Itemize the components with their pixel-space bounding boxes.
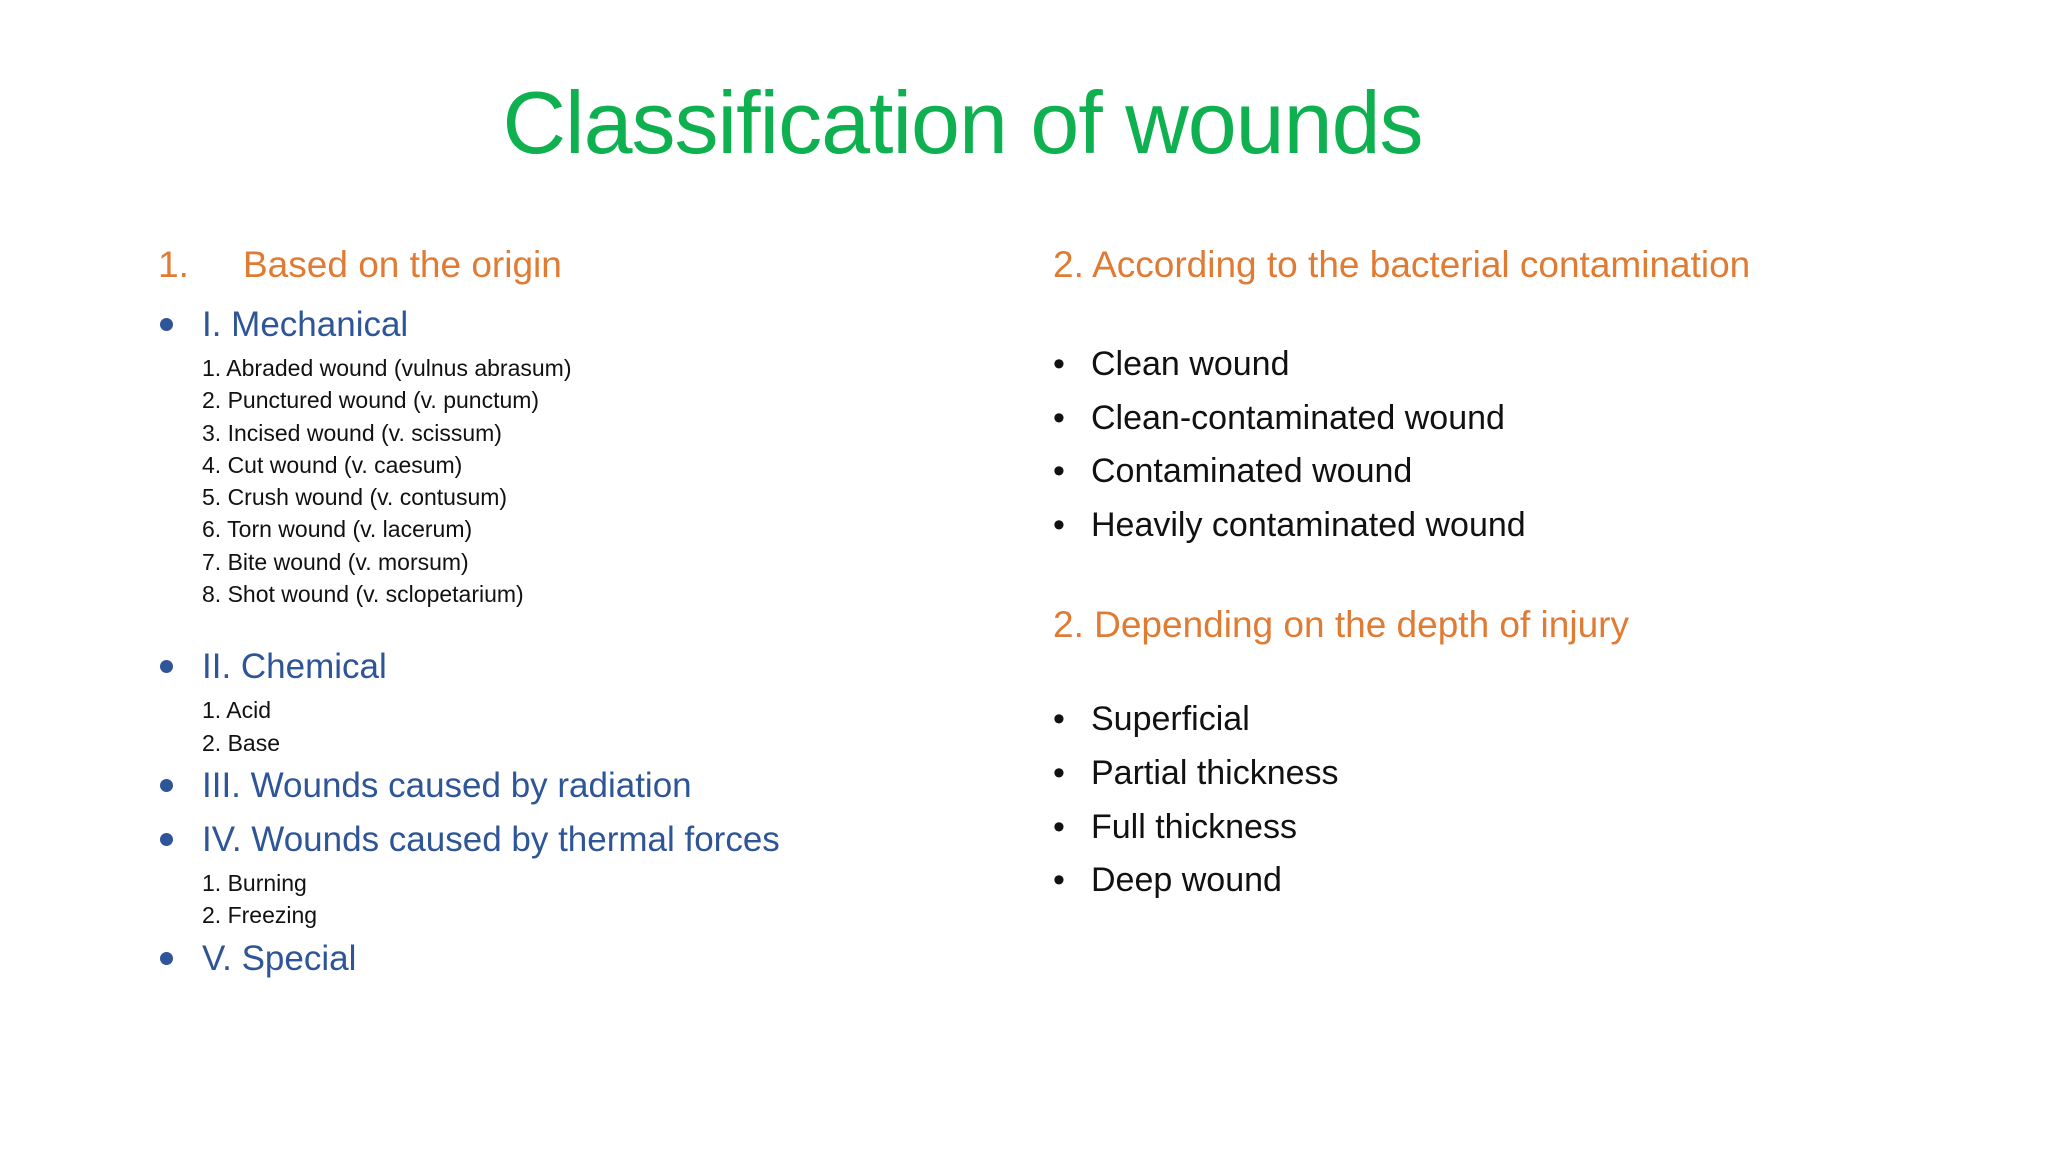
bullet-icon: • <box>1053 398 1065 437</box>
depth-heading: 2. Depending on the depth of injury <box>1053 604 1629 646</box>
list-item-label: Clean-contaminated wound <box>1091 398 1505 437</box>
list-item: 2. Punctured wound (v. punctum) <box>202 387 540 414</box>
bullet-dot-icon <box>160 952 173 965</box>
list-item-label: Deep wound <box>1091 861 1282 900</box>
category-thermal <box>158 813 978 867</box>
contamination-heading: 2. According to the bacterial contamination <box>1053 244 1751 285</box>
bullet-dot-icon <box>160 318 173 331</box>
spacer <box>1053 298 1973 338</box>
list-item: 4. Cut wound (v. caesum) <box>202 451 463 478</box>
category-mechanical <box>158 298 978 352</box>
list-item <box>1053 392 1973 446</box>
list-item-label: Partial thickness <box>1091 753 1339 792</box>
list-item: 6. Torn wound (v. lacerum) <box>202 516 473 543</box>
list-item-label: Full thickness <box>1091 807 1297 846</box>
category-label: V. Special <box>202 938 357 978</box>
origin-column <box>158 232 978 986</box>
list-item: 7. Bite wound (v. morsum) <box>202 548 469 575</box>
list-item: 2. Freezing <box>202 902 318 929</box>
origin-heading-number: 1. <box>158 244 189 285</box>
origin-heading <box>158 232 978 298</box>
spacer <box>158 610 978 640</box>
list-item <box>1053 499 1973 553</box>
list-item: 3. Incised wound (v. scissum) <box>202 419 502 446</box>
list-item <box>1053 693 1973 747</box>
list-item <box>1053 338 1973 392</box>
bullet-icon: • <box>1053 807 1065 846</box>
category-label: III. Wounds caused by radiation <box>202 765 692 805</box>
list-item: 1. Burning <box>202 869 307 896</box>
list-item: 1. Abraded wound (vulnus abrasum) <box>202 355 572 381</box>
list-item <box>1053 854 1973 908</box>
list-item-label: Clean wound <box>1091 345 1290 383</box>
spacer <box>1053 658 1973 693</box>
category-label: I. Mechanical <box>202 305 409 344</box>
list-item <box>1053 801 1973 855</box>
bullet-icon: • <box>1053 452 1065 491</box>
bullet-icon: • <box>1053 505 1065 544</box>
list-item: 8. Shot wound (v. sclopetarium) <box>202 581 524 608</box>
list-item <box>1053 445 1973 499</box>
bullet-icon: • <box>1053 345 1065 383</box>
bullet-dot-icon <box>160 660 173 673</box>
slide-title: Classification of wounds <box>502 73 1423 172</box>
category-radiation <box>158 759 978 813</box>
category-chemical <box>158 640 978 694</box>
bullet-dot-icon <box>160 833 173 846</box>
category-special <box>158 932 978 986</box>
category-label: IV. Wounds caused by thermal forces <box>202 819 780 859</box>
list-item: 2. Base <box>202 729 280 756</box>
bullet-icon: • <box>1053 753 1065 792</box>
origin-heading-text: Based on the origin <box>243 244 562 285</box>
bullet-dot-icon <box>160 779 173 792</box>
list-item: 1. Acid <box>202 697 272 724</box>
classification-column <box>1053 232 1973 908</box>
list-item-label: Heavily contaminated wound <box>1091 505 1526 544</box>
bullet-icon: • <box>1053 861 1065 900</box>
list-item <box>1053 747 1973 801</box>
list-item: 5. Crush wound (v. contusum) <box>202 484 508 511</box>
list-item-label: Superficial <box>1091 700 1250 739</box>
list-item-label: Contaminated wound <box>1091 452 1413 491</box>
bullet-icon: • <box>1053 700 1065 739</box>
spacer <box>1053 552 1973 592</box>
category-label: II. Chemical <box>202 647 387 687</box>
